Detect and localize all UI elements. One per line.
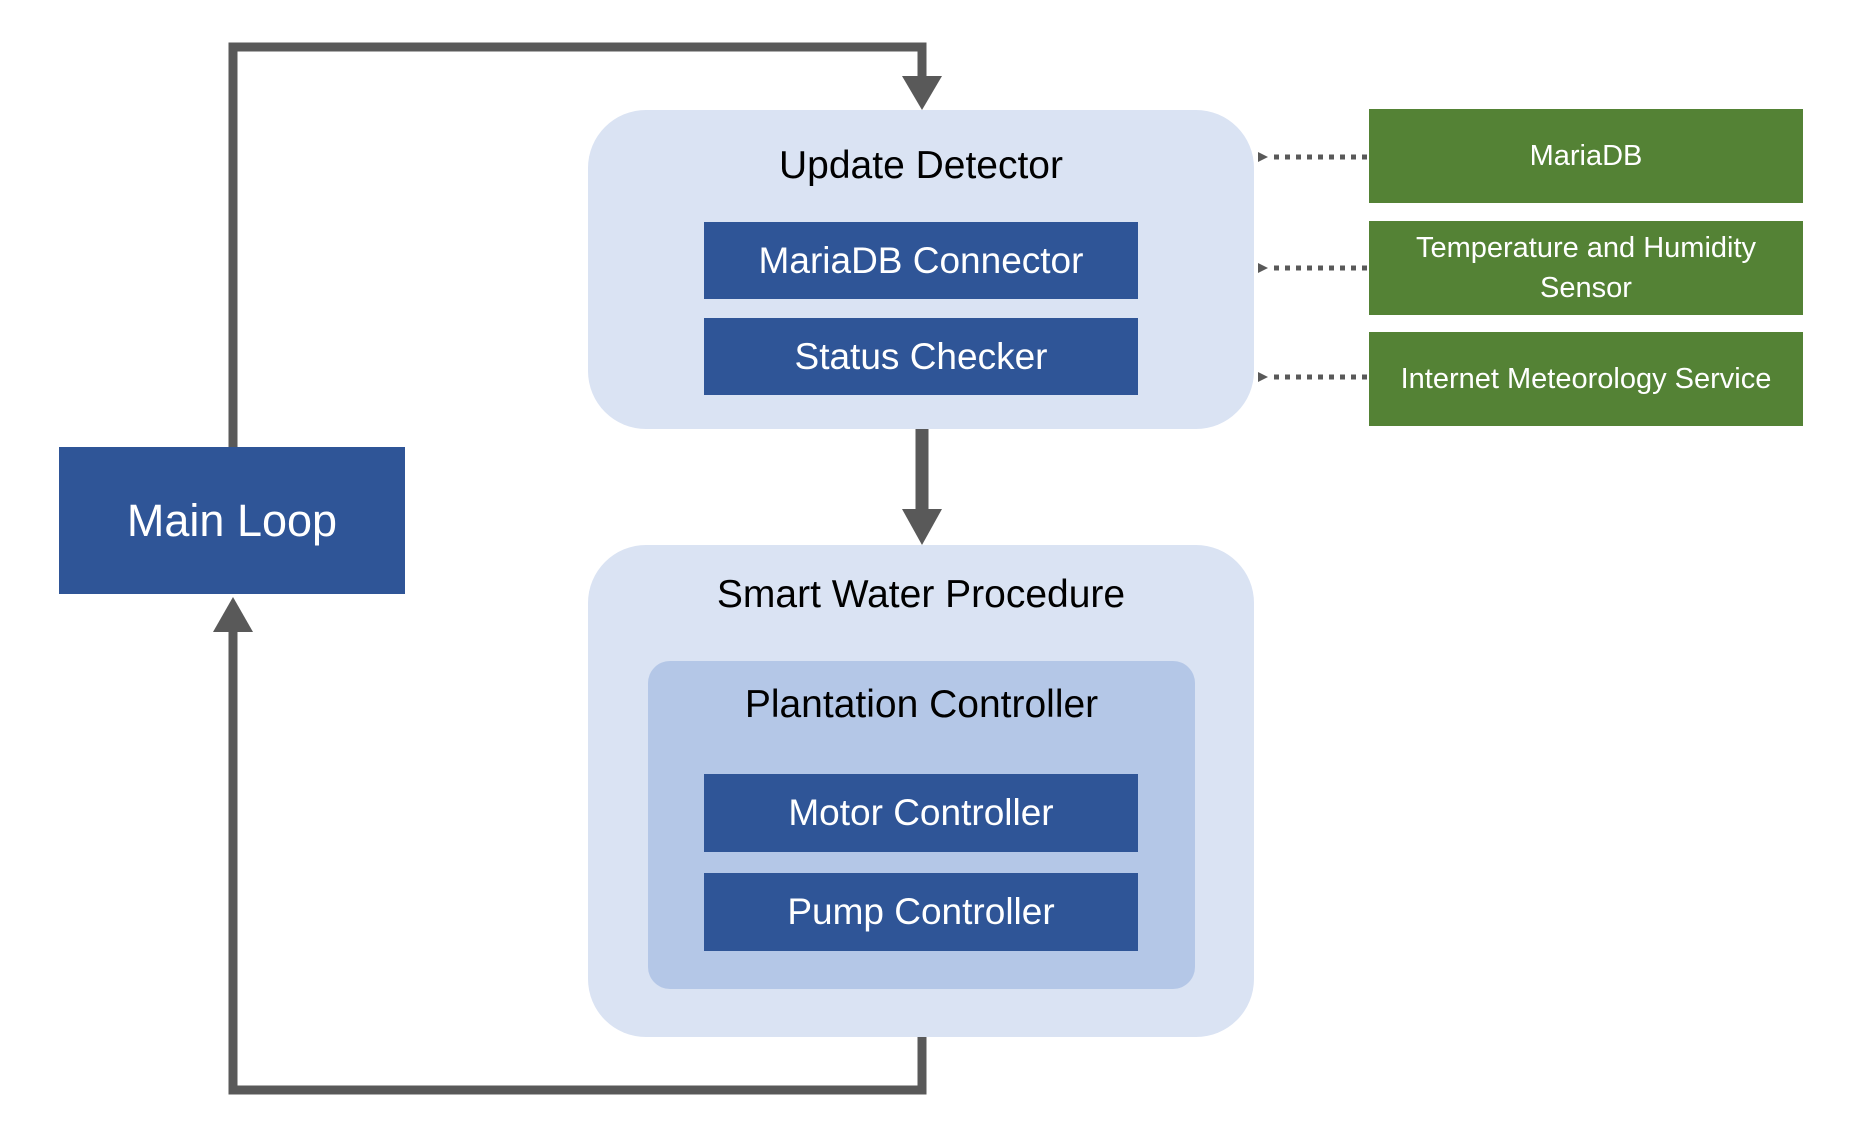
internet-meteorology-service-label: Internet Meteorology Service (1400, 363, 1772, 395)
status-checker-box (704, 318, 1138, 395)
status-checker-label: Status Checker (794, 335, 1048, 377)
temperature-humidity-sensor-box (1369, 221, 1803, 315)
pump-controller-label: Pump Controller (787, 891, 1055, 932)
smart-water-procedure-title: Smart Water Procedure (716, 573, 1126, 616)
main-loop-label: Main Loop (126, 494, 338, 546)
motor-controller-label: Motor Controller (788, 792, 1054, 833)
main-loop-box (59, 447, 405, 594)
plantation-controller-title: Plantation Controller (744, 683, 1099, 726)
motor-controller-box (704, 774, 1138, 852)
temperature-humidity-sensor-label: Temperature and Humidity Sensor (1415, 232, 1757, 304)
mariadb-source-box (1369, 109, 1803, 203)
update-detector-title: Update Detector (779, 144, 1063, 187)
internet-meteorology-service-box (1369, 332, 1803, 426)
arrow-update-detector-to-smart-water (902, 429, 942, 545)
mariadb-connector-label: MariaDB Connector (758, 239, 1084, 281)
plantation-controller-panel (648, 661, 1195, 989)
smart-water-procedure-panel (588, 545, 1254, 1037)
pump-controller-box (704, 873, 1138, 951)
mariadb-source-label: MariaDB (1529, 140, 1643, 172)
mariadb-connector-box (704, 222, 1138, 299)
update-detector-panel (588, 110, 1254, 429)
